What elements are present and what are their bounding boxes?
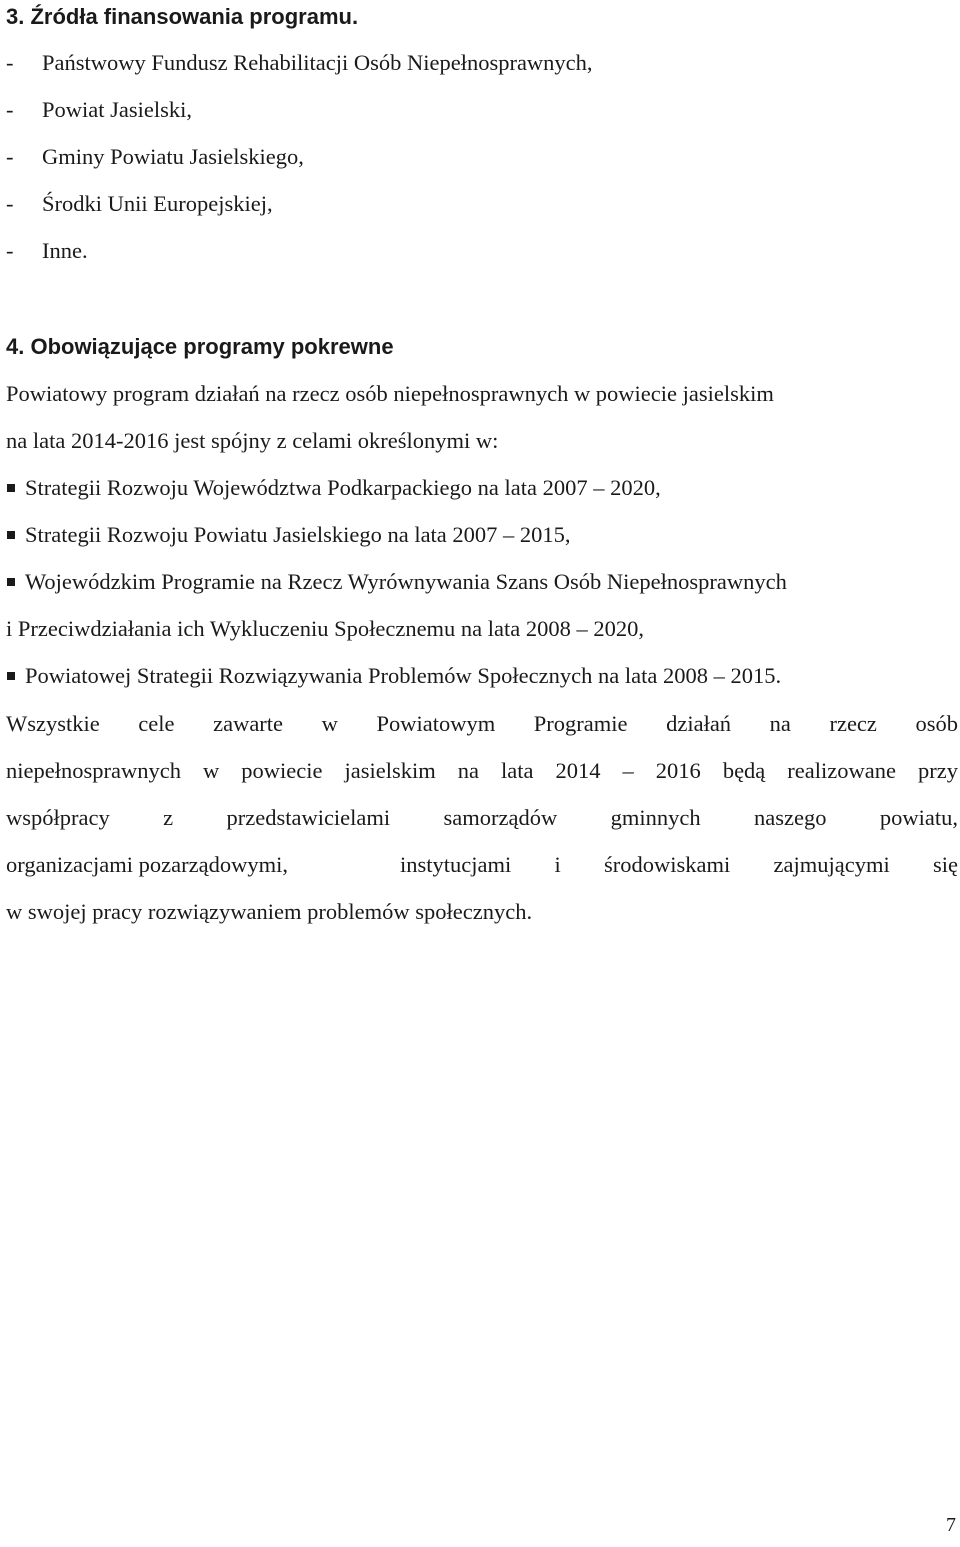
bullet-item <box>6 661 958 691</box>
bullet-item <box>6 473 958 503</box>
list-item-text: Inne. <box>42 238 88 263</box>
page-number: 7 <box>946 1514 956 1536</box>
list-item <box>6 142 958 172</box>
list-item <box>6 48 958 78</box>
list-item <box>6 189 958 219</box>
square-bullet-icon <box>7 484 15 492</box>
square-bullet-icon <box>7 672 15 680</box>
list-item-text: Gminy Powiatu Jasielskiego, <box>42 144 304 169</box>
bullet-continuation: i Przeciwdziałania ich Wykluczeniu Społecznemu na lata 2008 – 2020, <box>6 616 645 641</box>
list-item <box>6 236 958 266</box>
dash-marker: - <box>6 238 14 263</box>
bullet-item <box>6 567 958 597</box>
dash-marker: - <box>6 144 14 169</box>
square-bullet-icon <box>7 578 15 586</box>
bullet-text: Strategii Rozwoju Województwa Podkarpackiego na lata 2007 – 2020, <box>25 475 661 500</box>
list-item <box>6 95 958 125</box>
paragraph-line: niepełnosprawnych w powiecie jasielskim na lata 2014 – 2016 będą realizowane przy <box>6 758 958 783</box>
bullet-text: Strategii Rozwoju Powiatu Jasielskiego na lata 2007 – 2015, <box>25 522 571 547</box>
paragraph-fragment: instytucjami i środowiskami zajmującymi się <box>400 852 958 877</box>
intro-line: Powiatowy program działań na rzecz osób niepełnosprawnych w powiecie jasielskim <box>6 381 774 406</box>
bullet-item <box>6 520 958 550</box>
list-item-text: Środki Unii Europejskiej, <box>42 191 273 216</box>
list-item-text: Powiat Jasielski, <box>42 97 192 122</box>
square-bullet-icon <box>7 531 15 539</box>
dash-marker: - <box>6 50 14 75</box>
paragraph-fragment: organizacjami pozarządowymi, <box>6 852 288 877</box>
bullet-text: Wojewódzkim Programie na Rzecz Wyrównywania Szans Osób Niepełnosprawnych <box>25 569 787 594</box>
bullet-text: Powiatowej Strategii Rozwiązywania Problemów Społecznych na lata 2008 – 2015. <box>25 663 782 688</box>
dash-marker: - <box>6 97 14 122</box>
dash-marker: - <box>6 191 14 216</box>
paragraph-line: współpracy z przedstawicielami samorządów gminnych naszego powiatu, <box>6 805 958 830</box>
section-3-heading: 3. Źródła finansowania programu. <box>6 4 359 29</box>
section-4-heading: 4. Obowiązujące programy pokrewne <box>6 334 394 359</box>
intro-line: na lata 2014-2016 jest spójny z celami określonymi w: <box>6 428 499 453</box>
paragraph-line: Wszystkie cele zawarte w Powiatowym Programie działań na rzecz osób <box>6 711 958 736</box>
paragraph-line: w swojej pracy rozwiązywaniem problemów społecznych. <box>6 899 533 924</box>
list-item-text: Państwowy Fundusz Rehabilitacji Osób Niepełnosprawnych, <box>42 50 593 75</box>
paragraph-line <box>6 850 958 880</box>
